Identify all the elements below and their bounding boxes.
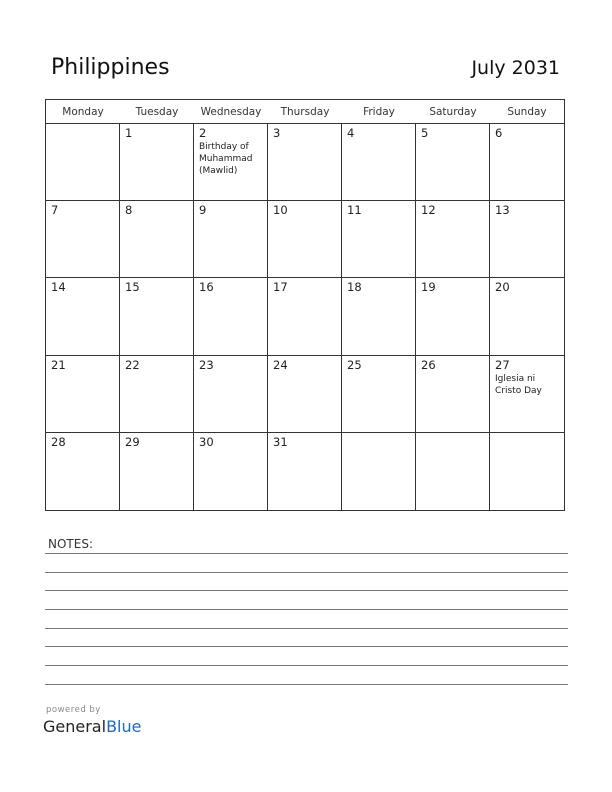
day-cell[interactable] xyxy=(342,201,416,278)
day-number: 13 xyxy=(495,203,510,218)
day-cell[interactable] xyxy=(342,433,416,510)
day-number: 4 xyxy=(347,126,355,140)
day-number: 9 xyxy=(199,203,207,218)
weekday-friday: Friday xyxy=(363,106,395,118)
day-number: 6 xyxy=(495,126,503,140)
note-line xyxy=(45,646,568,647)
day-cell[interactable] xyxy=(490,124,564,201)
day-cell[interactable] xyxy=(342,278,416,355)
note-line xyxy=(45,553,568,554)
day-cell[interactable] xyxy=(120,201,194,278)
day-cell[interactable] xyxy=(268,356,342,433)
note-line xyxy=(45,572,568,573)
day-cell[interactable] xyxy=(194,201,268,278)
day-cell[interactable] xyxy=(416,433,490,510)
generalblue-logo[interactable] xyxy=(43,717,141,736)
day-cell[interactable] xyxy=(120,356,194,433)
note-line xyxy=(45,665,568,666)
day-number: 8 xyxy=(125,203,133,218)
day-cell[interactable] xyxy=(120,278,194,355)
day-number: 5 xyxy=(421,126,429,140)
day-number: 28 xyxy=(51,434,66,449)
day-cell[interactable] xyxy=(120,433,194,510)
day-cell[interactable] xyxy=(268,278,342,355)
day-number: 19 xyxy=(421,280,436,295)
day-cell[interactable] xyxy=(342,356,416,433)
holiday-label: Birthday of Muhammad (Mawlid) xyxy=(199,142,253,176)
day-number: 18 xyxy=(347,280,362,295)
day-number: 16 xyxy=(199,280,214,295)
weekday-saturday: Saturday xyxy=(429,106,477,118)
day-number: 3 xyxy=(273,126,281,140)
day-number: 30 xyxy=(199,434,214,449)
day-number: 2 xyxy=(199,126,207,140)
day-number: 26 xyxy=(421,357,436,372)
note-line xyxy=(45,684,568,685)
calendar-weeks xyxy=(46,124,564,510)
day-number: 10 xyxy=(273,203,288,218)
day-number: 12 xyxy=(421,203,436,218)
weekday-header-row xyxy=(46,100,564,124)
brand-blue: Blue xyxy=(106,717,142,736)
day-number: 21 xyxy=(51,357,66,372)
day-cell[interactable] xyxy=(46,356,120,433)
day-cell[interactable] xyxy=(194,124,268,201)
day-cell[interactable] xyxy=(416,356,490,433)
day-cell[interactable] xyxy=(268,433,342,510)
weekday-wednesday: Wednesday xyxy=(200,106,262,118)
day-number: 7 xyxy=(51,203,59,218)
day-cell[interactable] xyxy=(268,124,342,201)
weekday-sunday: Sunday xyxy=(507,106,547,118)
day-number: 29 xyxy=(125,434,140,449)
day-cell[interactable] xyxy=(194,356,268,433)
day-cell[interactable] xyxy=(490,433,564,510)
weekday-tuesday: Tuesday xyxy=(135,106,179,118)
day-number: 31 xyxy=(273,434,288,449)
day-cell[interactable] xyxy=(416,201,490,278)
day-number: 11 xyxy=(347,203,362,218)
powered-by-text: powered by xyxy=(46,705,101,715)
day-number: 27 xyxy=(495,357,510,372)
day-number: 15 xyxy=(125,280,140,295)
day-number: 20 xyxy=(495,280,510,295)
day-cell[interactable] xyxy=(46,433,120,510)
day-cell[interactable] xyxy=(490,201,564,278)
day-cell[interactable] xyxy=(490,356,564,433)
day-number: 23 xyxy=(199,357,214,372)
weekday-monday: Monday xyxy=(62,106,104,118)
day-cell[interactable] xyxy=(268,201,342,278)
day-number: 17 xyxy=(273,280,288,295)
day-number: 1 xyxy=(125,126,133,140)
day-number: 14 xyxy=(51,280,66,295)
note-line xyxy=(45,590,568,591)
day-cell[interactable] xyxy=(194,433,268,510)
calendar-grid xyxy=(45,99,565,511)
day-cell[interactable] xyxy=(46,124,120,201)
weekday-thursday: Thursday xyxy=(280,106,330,118)
day-cell[interactable] xyxy=(416,124,490,201)
brand-general: General xyxy=(43,717,107,736)
day-cell[interactable] xyxy=(194,278,268,355)
note-line xyxy=(45,628,568,629)
holiday-label: Iglesia ni Cristo Day xyxy=(495,373,542,396)
day-number: 25 xyxy=(347,357,362,372)
day-cell[interactable] xyxy=(342,124,416,201)
day-number: 24 xyxy=(273,357,288,372)
day-number: 22 xyxy=(125,357,140,372)
day-cell[interactable] xyxy=(46,201,120,278)
country-title: Philippines xyxy=(51,55,170,80)
note-line xyxy=(45,609,568,610)
day-cell[interactable] xyxy=(416,278,490,355)
day-cell[interactable] xyxy=(490,278,564,355)
day-cell[interactable] xyxy=(46,278,120,355)
notes-label: NOTES: xyxy=(48,537,93,551)
month-year-title: July 2031 xyxy=(471,57,560,79)
day-cell[interactable] xyxy=(120,124,194,201)
